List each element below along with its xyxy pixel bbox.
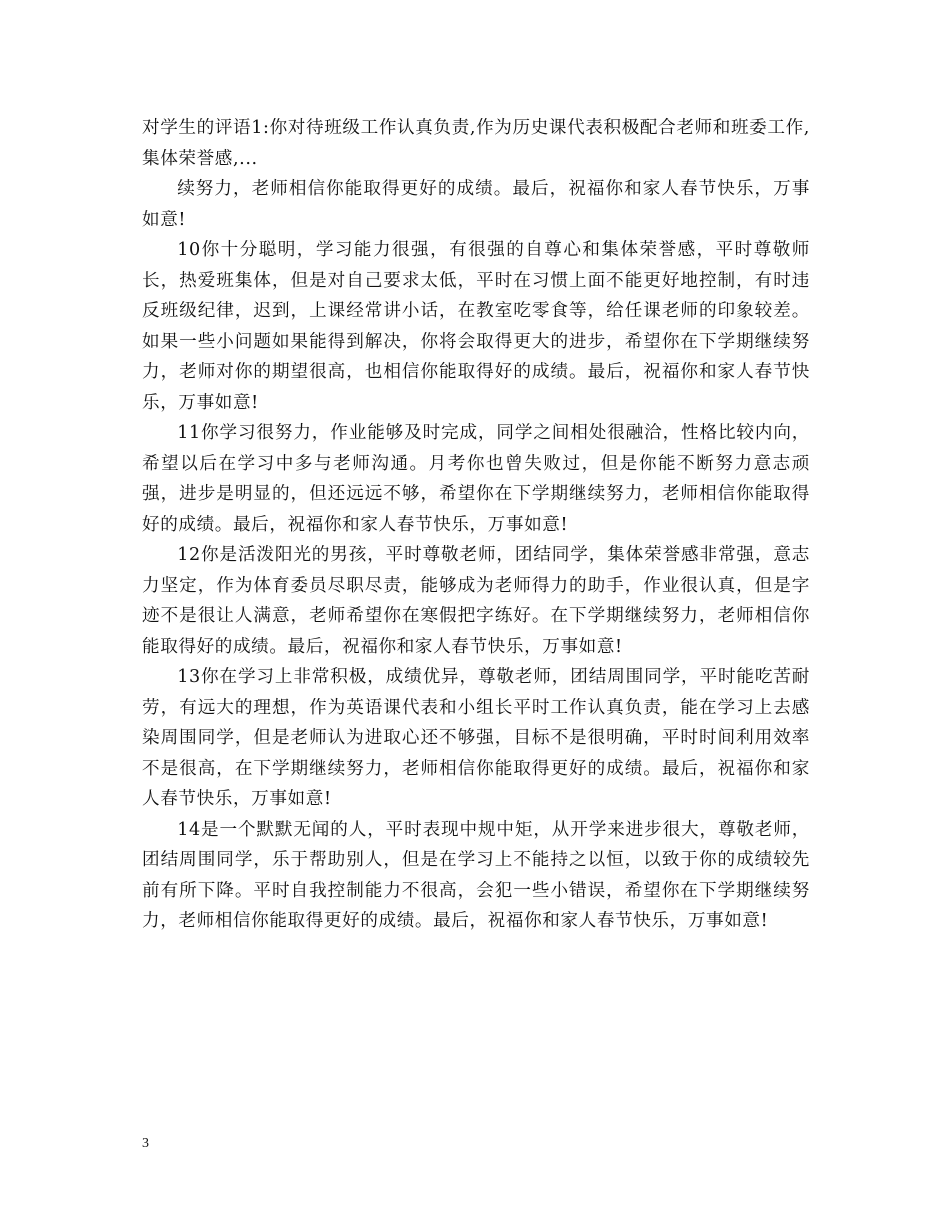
page-number: 3 <box>142 1136 149 1151</box>
intro-paragraph: 对学生的评语1:你对待班级工作认真负责,作为历史课代表积极配合老师和班委工作,集体荣誉感,... <box>142 118 810 169</box>
paragraph-continuation: 续努力，老师相信你能取得更好的成绩。最后，祝福你和家人春节快乐，万事如意! <box>142 179 810 230</box>
paragraph-comment-11: 11你学习很努力，作业能够及时完成，同学之间相处很融洽，性格比较内向，希望以后在学习中多与老师沟通。月考你也曾失败过，但是你能不断努力意志顽强，进步是明显的，但还远远不够，希望你在下学期继续努力，老师相信你能取得好的成绩。最后，祝福你和家人春节快乐，万事如意! <box>142 423 810 535</box>
paragraph-comment-10: 10你十分聪明，学习能力很强，有很强的自尊心和集体荣誉感，平时尊敬师长，热爱班集体，但是对自己要求太低，平时在习惯上面不能更好地控制，有时违反班级纪律，迟到，上课经常讲小话，在教室吃零食等，给任课老师的印象较差。如果一些小问题如果能得到解决，你将会取得更大的进步，希望你在下学期继续努力，老师对你的期望很高，也相信你能取得好的成绩。最后，祝福你和家人春节快乐，万事如意! <box>142 240 810 413</box>
paragraph-comment-12: 12你是活泼阳光的男孩，平时尊敬老师，团结同学，集体荣誉感非常强，意志力坚定，作为体育委员尽职尽责，能够成为老师得力的助手，作业很认真，但是字迹不是很让人满意，老师希望你在寒假把字练好。在下学期继续努力，老师相信你能取得好的成绩。最后，祝福你和家人春节快乐，万事如意! <box>142 545 810 657</box>
paragraph-comment-13: 13你在学习上非常积极，成绩优异，尊敬老师，团结周围同学，平时能吃苦耐劳，有远大的理想，作为英语课代表和小组长平时工作认真负责，能在学习上去感染周围同学，但是老师认为进取心还不够强，目标不是很明确，平时时间利用效率不是很高，在下学期继续努力，老师相信你能取得更好的成绩。最后，祝福你和家人春节快乐，万事如意! <box>142 667 810 809</box>
paragraph-comment-14: 14是一个默默无闻的人，平时表现中规中矩，从开学来进步很大，尊敬老师，团结周围同学，乐于帮助别人，但是在学习上不能持之以恒，以致于你的成绩较先前有所下降。平时自我控制能力不很高，会犯一些小错误，希望你在下学期继续努力，老师相信你能取得更好的成绩。最后，祝福你和家人春节快乐，万事如意! <box>142 819 810 931</box>
document-body <box>142 113 810 937</box>
